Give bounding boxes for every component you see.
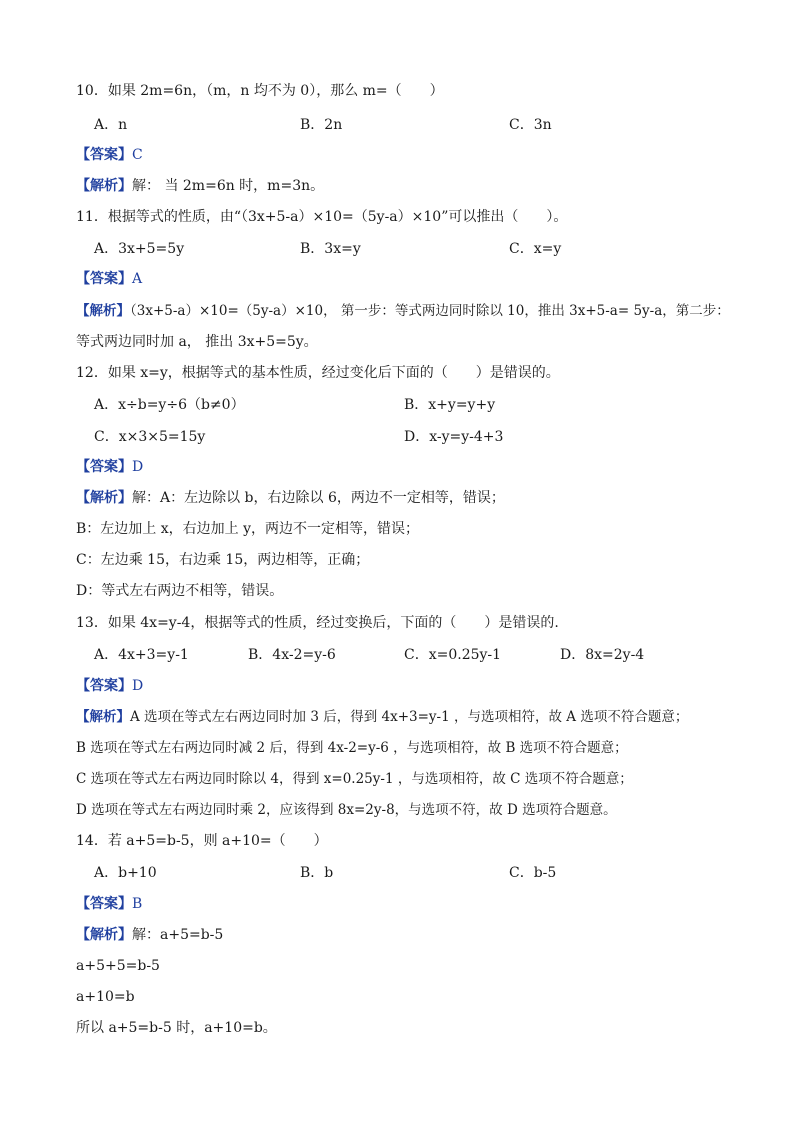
q13-analysis-line-3: C 选项在等式左右两边同时除以 4，得到 x=0.25y-1 ，与选项相符，故 C 选项不符合题意； bbox=[76, 771, 633, 787]
q10-answer bbox=[76, 146, 143, 164]
q13-analysis-line-2: B 选项在等式左右两边同时减 2 后，得到 4x-2=y-6 ，与选项相符，故 B 选项不符合题意； bbox=[76, 740, 628, 756]
question-12-stem: 12．如果 x=y，根据等式的基本性质，经过变化后下面的（ ）是错误的。 bbox=[76, 365, 560, 381]
question-10-stem: 10．如果 2m=6n，（m，n 均不为 0），那么 m=（ ） bbox=[76, 83, 444, 99]
q14-analysis-line-3: a+10=b bbox=[76, 989, 135, 1005]
answer-tag: 【答案】 bbox=[76, 678, 132, 694]
analysis-tag: 【解析】 bbox=[76, 927, 132, 943]
q10-analysis bbox=[76, 177, 324, 195]
q11-analysis bbox=[76, 302, 730, 320]
q14-option-c: C．b-5 bbox=[509, 865, 557, 881]
q13-analysis-line-4: D 选项在等式左右两边同时乘 2，应该得到 8x=2y-8，与选项不符，故 D 选项符合题意。 bbox=[76, 802, 617, 818]
q10-option-c: C．3n bbox=[509, 117, 552, 133]
q12-answer bbox=[76, 458, 143, 476]
q14-analysis bbox=[76, 926, 223, 944]
q13-analysis bbox=[76, 708, 688, 726]
q14-analysis-line-2: a+5+5=b-5 bbox=[76, 958, 160, 974]
q11-answer bbox=[76, 270, 142, 288]
q11-option-b: B．3x=y bbox=[300, 241, 361, 257]
q12-option-d: D．x-y=y-4+3 bbox=[404, 429, 504, 445]
q12-analysis-line-2: B：左边加上 x，右边加上 y，两边不一定相等，错误； bbox=[76, 521, 419, 537]
answer-value: D bbox=[132, 678, 144, 694]
q14-option-a: A．b+10 bbox=[94, 865, 157, 881]
q12-analysis-line-4: D：等式左右两边不相等，错误。 bbox=[76, 583, 284, 599]
q11-option-a: A．3x+5=5y bbox=[94, 241, 185, 257]
answer-value: B bbox=[132, 896, 143, 912]
analysis-text: （3x+5-a）×10=（5y-a）×10， 第一步：等式两边同时除以 10，推出 3x+5-a= 5y-a，第二步： bbox=[130, 303, 730, 319]
q12-option-a: A．x÷b=y÷6（b≠0） bbox=[94, 397, 245, 413]
question-13-stem: 13．如果 4x=y-4，根据等式的性质，经过变换后，下面的（ ）是错误的. bbox=[76, 615, 559, 631]
q12-option-c: C．x×3×5=15y bbox=[94, 429, 206, 445]
q14-answer bbox=[76, 895, 142, 913]
q13-answer bbox=[76, 677, 143, 695]
question-14-stem: 14．若 a+5=b-5，则 a+10=（ ） bbox=[76, 833, 328, 849]
analysis-text: 解： 当 2m=6n 时，m=3n。 bbox=[132, 178, 325, 194]
answer-tag: 【答案】 bbox=[76, 459, 132, 475]
q10-option-a: A．n bbox=[94, 117, 128, 133]
q13-option-b: B．4x-2=y-6 bbox=[248, 647, 336, 663]
analysis-tag: 【解析】 bbox=[76, 709, 130, 725]
q12-analysis-line-3: C：左边乘 15，右边乘 15，两边相等，正确； bbox=[76, 552, 370, 568]
analysis-tag: 【解析】 bbox=[76, 303, 130, 319]
q14-analysis-line-4: 所以 a+5=b-5 时，a+10=b。 bbox=[76, 1020, 277, 1036]
q11-analysis-line-2: 等式两边同时加 a， 推出 3x+5=5y。 bbox=[76, 334, 318, 350]
analysis-tag: 【解析】 bbox=[76, 178, 132, 194]
q11-option-c: C．x=y bbox=[509, 241, 562, 257]
analysis-text: A 选项在等式左右两边同时加 3 后，得到 4x+3=y-1 ，与选项相符，故 A 选项不符合题意； bbox=[130, 709, 689, 725]
analysis-text: 解：a+5=b-5 bbox=[132, 927, 224, 943]
q12-analysis bbox=[76, 489, 505, 507]
answer-value: C bbox=[132, 147, 143, 163]
answer-tag: 【答案】 bbox=[76, 147, 132, 163]
answer-value: D bbox=[132, 459, 144, 475]
q12-option-b: B．x+y=y+y bbox=[404, 397, 496, 413]
answer-value: A bbox=[132, 271, 143, 287]
answer-tag: 【答案】 bbox=[76, 896, 132, 912]
question-11-stem: 11．根据等式的性质，由“（3x+5-a）×10=（5y-a）×10”可以推出（ ）。 bbox=[76, 209, 568, 225]
analysis-tag: 【解析】 bbox=[76, 490, 132, 506]
q13-option-c: C．x=0.25y-1 bbox=[404, 647, 502, 663]
answer-tag: 【答案】 bbox=[76, 271, 132, 287]
q13-option-d: D．8x=2y-4 bbox=[560, 647, 645, 663]
q14-option-b: B．b bbox=[300, 865, 334, 881]
q10-option-b: B．2n bbox=[300, 117, 343, 133]
q13-option-a: A．4x+3=y-1 bbox=[94, 647, 189, 663]
analysis-text: 解：A：左边除以 b，右边除以 6，两边不一定相等，错误； bbox=[132, 490, 505, 506]
